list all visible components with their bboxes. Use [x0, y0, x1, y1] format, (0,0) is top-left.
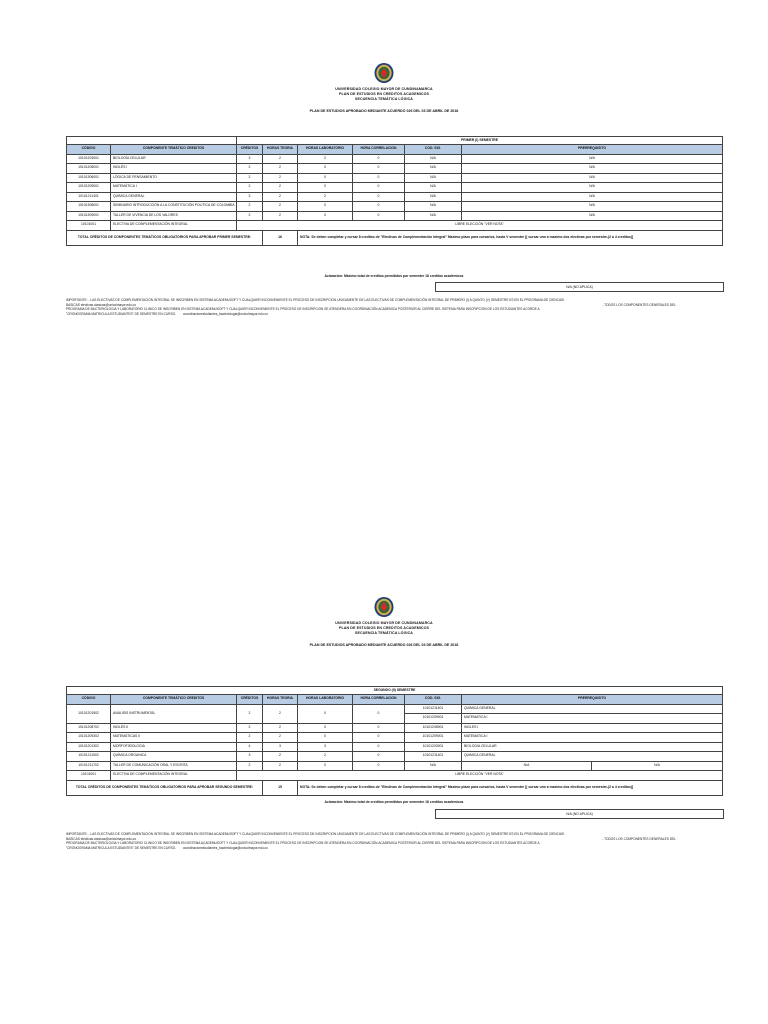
semester-2-table	[66, 686, 723, 796]
semester-1-table	[66, 136, 723, 246]
important-line	[66, 846, 676, 851]
lab-hours: 0	[298, 733, 353, 743]
total-credits-label: TOTAL CRÉDITOS DE COMPONENTES TEMÁTICOS OBLIGATORIOS PARA APROBAR SEGUNDO SEMESTRE:	[67, 780, 263, 795]
semester-title: PRIMER (I) SEMESTRE	[237, 137, 723, 145]
table-row	[67, 211, 723, 221]
table-header-row	[67, 145, 723, 155]
table-row	[67, 733, 723, 743]
table-row	[67, 192, 723, 202]
prerequisite: QUIMICA GENERAL	[462, 752, 723, 762]
important-line: PROGRAMA DE BACTERIOLOGIA Y LABORATORIO CLINICO SE INSCRIBEN EN SISTEMA ACADEMUSOFT Y CUALQUIER INCONVENIENTE EL PROCESO DE INSCRIPCION SE ATENDERA EN COORDINACIÓN ACADEMICA POSTERIOR AL CIERRE DEL SISTEMA PARA INSCRIPCION DE LOS ESTUDIANTES ACORDE A	[66, 307, 540, 312]
course-code: 10101211502	[67, 752, 111, 762]
course-code: 10101201502	[67, 704, 111, 723]
course-name: MORFOFISIOLOGIA	[111, 742, 237, 752]
correlation-hours: 0	[353, 211, 405, 221]
table-row	[67, 173, 723, 183]
prerequisite: N/A	[462, 173, 723, 183]
lab-hours: 0	[298, 183, 353, 193]
max-credits-note: Aclaración: Máximo total de creditos permitidos por semestre 18 creditos academicos	[324, 274, 464, 278]
correlation-hours: 0	[353, 742, 405, 752]
total-row	[67, 780, 723, 795]
course-credits: 3	[237, 752, 263, 762]
important-line-text: - TODOS LOS COMPONENTES GENERALES DEL	[602, 836, 676, 841]
theory-hours: 2	[263, 761, 298, 771]
course-credits: 2	[237, 173, 263, 183]
correlation-hours: 0	[353, 164, 405, 174]
column-header: HORA CORRELACION	[353, 145, 405, 155]
prerequisite: MATEMATICA I	[462, 733, 723, 743]
sig-code: N/A	[405, 183, 462, 193]
course-name: SEMINARIO INTRODUCCIÓN A LA CONSTITUCIÓN POLITICA DE COLOMBIA	[111, 202, 237, 212]
na-apply-box: N/A (NO APLICA)	[435, 809, 724, 819]
column-header: CÓDIGO	[67, 145, 111, 155]
total-credits-value: 15	[263, 780, 298, 795]
total-credits-value: 16	[263, 230, 298, 245]
important-line-text: "CRONOGRAMA MATRICULA ESTUDIANTES" DE SEMESTRE EN CURSO.	[66, 311, 177, 316]
course-code: 10101211702	[67, 761, 111, 771]
total-credits-label: TOTAL CRÉDITOS DE COMPONENTES TEMÁTICOS OBLIGATORIOS PARA APROBAR PRIMER SEMESTRE:	[67, 230, 263, 245]
course-name: ANÁLISIS INSTRUMENTAL	[111, 704, 237, 723]
lab-hours: 0	[298, 704, 353, 723]
semester-1-sheet	[0, 62, 768, 316]
important-line: IMPORTANTE: - LAS ELECTIVAS DE COMPLEMENTACIÓN INTEGRAL SE INSCRIBEN EN SISTEMA ACADEMUSOFT Y CUALQUIER INCONVENIENTE EL PROCESO DE INSCRIPCION UNICAMENTE DE LAS ELECTIVAS DE COMPLEMENTACIÓN INTEGRAL DE PRIMERO (I) A QUINTO (V) SEMESTRE ES EN EL PROGRAMA DE CIENCIAS	[66, 832, 565, 836]
theory-hours: 2	[263, 173, 298, 183]
important-notice	[66, 298, 676, 316]
correlation-hours: 0	[353, 192, 405, 202]
prerequisite: N/A	[462, 211, 723, 221]
document-header	[0, 596, 768, 647]
elective-row	[67, 221, 723, 231]
na-apply-box: N/A (NO APLICA)	[435, 282, 724, 292]
theory-hours: 2	[263, 202, 298, 212]
lab-hours: 0	[298, 173, 353, 183]
course-name: QUÍMICA GENERAL	[111, 192, 237, 202]
column-header: COD. SIG.	[405, 695, 462, 705]
theory-hours: 2	[263, 192, 298, 202]
prerequisite: INGLES I	[462, 723, 723, 733]
course-credits: 2	[237, 202, 263, 212]
sig-code: N/A	[405, 154, 462, 164]
elective-code: 10101001	[67, 771, 111, 781]
column-header: HORA CORRELACION	[353, 695, 405, 705]
course-credits: 3	[237, 192, 263, 202]
column-header: CÓDIGO	[67, 695, 111, 705]
lab-hours: 2	[298, 154, 353, 164]
sig-code: 10101211401	[405, 752, 462, 762]
theory-hours: 2	[263, 752, 298, 762]
column-header: COMPONENTE TEMÁTICO CREDITOS	[111, 145, 237, 155]
lab-hours: 0	[298, 211, 353, 221]
elective-nota: NOTA: Se deben completar y cursar 8 creditos de "Electivas de Complementación Integral" Maximo plazo para cursarlos, hasta V semestre [( cursar uno a maximo dos electivas por semestre-(2 a 4 creditos)]	[298, 230, 723, 245]
university-name: UNIVERSIDAD COLEGIO MAYOR DE CUNDINAMARCA	[335, 621, 433, 625]
correlation-hours: 0	[353, 183, 405, 193]
lab-hours: 0	[298, 761, 353, 771]
theory-hours: 2	[263, 211, 298, 221]
important-line-text: BASICAS electivas.ciasicas@unicolmayor.edu.co	[66, 302, 137, 307]
table-row	[67, 742, 723, 752]
important-line-text: - TODOS LOS COMPONENTES GENERALES DEL	[602, 302, 676, 307]
lab-hours: 2	[298, 752, 353, 762]
correlation-hours: 0	[353, 704, 405, 723]
prerequisite: N/A	[462, 202, 723, 212]
course-credits: 2	[237, 183, 263, 193]
course-name: BIOLOGÍA CELULAR	[111, 154, 237, 164]
course-code: 10101208001	[67, 164, 111, 174]
course-code: 10101308001	[67, 202, 111, 212]
course-code: 10101201302	[67, 742, 111, 752]
important-line: IMPORTANTE: - LAS ELECTIVAS DE COMPLEMENTACIÓN INTEGRAL SE INSCRIBEN EN SISTEMA ACADEMUSOFT Y CUALQUIER INCONVENIENTE EL PROCESO DE INSCRIPCION UNICAMENTE DE LAS ELECTIVAS DE COMPLEMENTACIÓN INTEGRAL DE PRIMERO (I) A QUINTO (V) SEMESTRE ES EN EL PROGRAMA DE CIENCIAS	[66, 298, 565, 302]
prerequisite: N/A	[462, 164, 723, 174]
column-header: HORAS LABORATORIO	[298, 145, 353, 155]
sig-code: 10101209001	[405, 714, 462, 724]
plan-approval-title: PLAN DE ESTUDIOS APROBADO MEDIANTE ACUERDO 026 DEL 03 DE ABRIL DE 2018	[309, 109, 459, 113]
elective-name: ELECTIVA DE COMPLEMENTACIÓN INTEGRAL	[111, 771, 237, 781]
university-name: UNIVERSIDAD COLEGIO MAYOR DE CUNDINAMARCA	[335, 87, 433, 91]
prerequisite-extra: N/A	[592, 761, 723, 771]
correlation-hours: 0	[353, 761, 405, 771]
elective-name: ELECTIVA DE COMPLEMENTACIÓN INTEGRAL	[111, 221, 237, 231]
important-line: PROGRAMA DE BACTERIOLOGIA Y LABORATORIO CLINICO SE INSCRIBEN EN SISTEMA ACADEMUSOFT Y CUALQUIER INCONVENIENTE EL PROCESO DE INSCRIPCION SE ATENDERA EN COORDINACIÓN ACADEMICA POSTERIOR AL CIERRE DEL SISTEMA PARA INSCRIPCION DE LOS ESTUDIANTES ACORDE A	[66, 841, 540, 846]
table-row	[67, 183, 723, 193]
course-code: 10101306001	[67, 173, 111, 183]
plan-subtitle: PLAN DE ESTUDIOS EN CREDITOS ACADEMICOS	[339, 92, 429, 96]
course-credits: 2	[237, 761, 263, 771]
column-header: PRERREQUISITO	[462, 145, 723, 155]
course-code: 10101208702	[67, 723, 111, 733]
important-notice	[66, 832, 676, 850]
lab-hours: 2	[298, 192, 353, 202]
table-row	[67, 761, 723, 771]
course-name: INGLÉS II	[111, 723, 237, 733]
sig-code: 10101211401	[405, 704, 462, 714]
course-name: TALLER DE COMUNICACIÓN ORAL Y ESCRITA	[111, 761, 237, 771]
elective-note: LIBRE ELECCIÓN "VER NOTA"	[237, 771, 723, 781]
course-name: QUÍMICA ORGANICA	[111, 752, 237, 762]
semester-title: SEGUNDO (II) SEMESTRE	[67, 687, 723, 695]
sequence-subtitle: SECUENCIA TEMÁTICA LÓGICA	[355, 631, 413, 635]
prerequisite: N/A	[462, 192, 723, 202]
coordination-email[interactable]: coordinacionestudiantes_bacteriologia@unicolmayor.edu.co	[182, 311, 268, 316]
course-credits: 4	[237, 742, 263, 752]
university-seal-icon	[373, 62, 395, 84]
course-credits: 2	[237, 723, 263, 733]
column-header: HORAS LABORATORIO	[298, 695, 353, 705]
course-code: 10101309001	[67, 211, 111, 221]
sig-code: 10101208001	[405, 723, 462, 733]
sig-code: N/A	[405, 164, 462, 174]
plan-subtitle: PLAN DE ESTUDIOS EN CREDITOS ACADEMICOS	[339, 626, 429, 630]
important-line-text: "CRONOGRAMA MATRICULA ESTUDIANTES" DE SEMESTRE EN CURSO.	[66, 845, 177, 850]
sig-code: N/A	[405, 211, 462, 221]
prerequisite: N/A	[462, 154, 723, 164]
lab-hours: 0	[298, 723, 353, 733]
course-code: 10101203001	[67, 154, 111, 164]
theory-hours: 2	[263, 183, 298, 193]
table-row	[67, 704, 723, 714]
course-code: 10101211401	[67, 192, 111, 202]
correlation-hours: 0	[353, 154, 405, 164]
theory-hours: 2	[263, 164, 298, 174]
column-header: CRÉDITOS	[237, 695, 263, 705]
coordination-email[interactable]: coordinacionestudiantes_bacteriologia@unicolmayor.edu.co	[182, 845, 268, 850]
document-header	[0, 62, 768, 113]
important-line-text: BASICAS electivas.ciasicas@unicolmayor.edu.co	[66, 836, 137, 841]
prerequisite: BIOLOGIA CELULAR	[462, 742, 723, 752]
elective-nota: NOTA: Se deben completar y cursar 8 creditos de "Electivas de Complementación Integral" Maximo plazo para cursarlos, hasta V semestre [( cursar uno a maximo dos electivas por semestre-(2 a 4 creditos)]	[298, 780, 723, 795]
course-credits: 2	[237, 211, 263, 221]
sig-code: N/A	[405, 173, 462, 183]
lab-hours: 3	[298, 742, 353, 752]
course-credits: 2	[237, 704, 263, 723]
table-row	[67, 723, 723, 733]
correlation-hours: 0	[353, 733, 405, 743]
theory-hours: 3	[263, 742, 298, 752]
table-header-row	[67, 695, 723, 705]
course-credits: 2	[237, 733, 263, 743]
course-name: TALLER DE VIVENCIA DE LOS VALORES	[111, 211, 237, 221]
total-row	[67, 230, 723, 245]
table-row	[67, 752, 723, 762]
sequence-subtitle: SECUENCIA TEMÁTICA LÓGICA	[355, 97, 413, 101]
course-name: MATEMÁTICA I	[111, 183, 237, 193]
sig-code: N/A	[405, 192, 462, 202]
correlation-hours: 0	[353, 173, 405, 183]
table-row	[67, 154, 723, 164]
correlation-hours: 0	[353, 752, 405, 762]
correlation-hours: 0	[353, 723, 405, 733]
sig-code: N/A	[405, 761, 462, 771]
elective-note: LIBRE ELECCIÓN "VER NOTA"	[237, 221, 723, 231]
prerequisite: N/A	[462, 761, 592, 771]
prerequisite: MATEMATICA I	[462, 714, 723, 724]
university-seal-icon	[373, 596, 395, 618]
prerequisite: N/A	[462, 183, 723, 193]
empty-cell	[67, 137, 237, 145]
lab-hours: 0	[298, 164, 353, 174]
correlation-hours: 0	[353, 202, 405, 212]
lab-hours: 0	[298, 202, 353, 212]
table-row	[67, 164, 723, 174]
column-header: HORAS TEORIA	[263, 695, 298, 705]
column-header: COMPONENTE TEMÁTICO CREDITOS	[111, 695, 237, 705]
theory-hours: 2	[263, 723, 298, 733]
course-name: INGLÉS I	[111, 164, 237, 174]
theory-hours: 2	[263, 154, 298, 164]
course-code: 10101209001	[67, 183, 111, 193]
sig-code: 10101203001	[405, 742, 462, 752]
column-header: PRERREQUISITO	[462, 695, 723, 705]
course-credits: 3	[237, 154, 263, 164]
column-header: CRÉDITOS	[237, 145, 263, 155]
semester-2-sheet	[0, 596, 768, 850]
sig-code: 10101209001	[405, 733, 462, 743]
theory-hours: 2	[263, 704, 298, 723]
course-code: 10101209302	[67, 733, 111, 743]
course-credits: 2	[237, 164, 263, 174]
prerequisite: QUIMICA GENERAL	[462, 704, 723, 714]
theory-hours: 2	[263, 733, 298, 743]
course-name: MATEMÁTICAS II	[111, 733, 237, 743]
elective-row	[67, 771, 723, 781]
column-header: HORAS TEORIA	[263, 145, 298, 155]
max-credits-note: Aclaración: Máximo total de creditos permitidos por semestre 18 creditos academicos	[324, 800, 464, 804]
sig-code: N/A	[405, 202, 462, 212]
plan-approval-title: PLAN DE ESTUDIOS APROBADO MEDIANTE ACUERDO 026 DEL 03 DE ABRIL DE 2018	[309, 643, 459, 647]
important-line	[66, 312, 676, 317]
elective-code: 10101001	[67, 221, 111, 231]
course-name: LÓGICA DE PENSAMIENTO	[111, 173, 237, 183]
column-header: COD. SIG.	[405, 145, 462, 155]
table-row	[67, 202, 723, 212]
